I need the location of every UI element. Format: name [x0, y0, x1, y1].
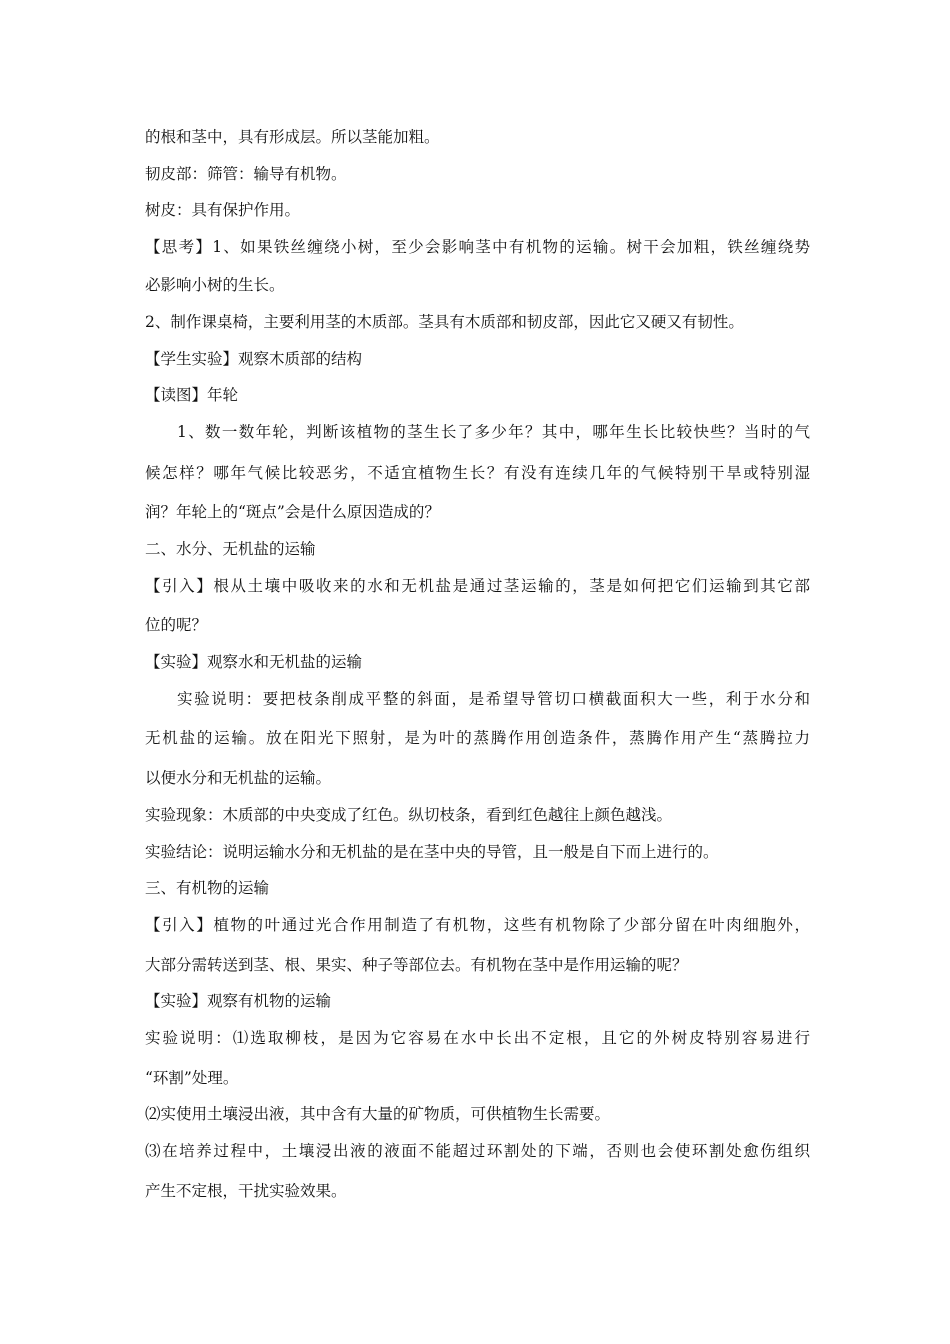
section-heading: 二、水分、无机盐的运输 [145, 540, 316, 558]
text-line: 实验结论：说明运输水分和无机盐的是在茎中央的导管，且一般是自下而上进行的。 [145, 843, 719, 861]
text-line: 候怎样？哪年气候比较恶劣，不适宜植物生长？有没有连续几年的气候特别干旱或特别湿 [145, 464, 810, 482]
text-line: 大部分需转送到茎、根、果实、种子等部位去。有机物在茎中是作用运输的呢？ [145, 956, 688, 974]
text-line: 必影响小树的生长。 [145, 276, 285, 294]
text-line: 韧皮部：筛管：输导有机物。 [145, 165, 347, 183]
text-line: 位的呢？ [145, 616, 208, 634]
text-line: 【引入】植物的叶通过光合作用制造了有机物，这些有机物除了少部分留在叶肉细胞外， [145, 916, 810, 934]
text-line: 的根和茎中，具有形成层。所以茎能加粗。 [145, 128, 440, 146]
section-heading: 【学生实验】观察木质部的结构 [145, 350, 363, 368]
text-line: 树皮：具有保护作用。 [145, 201, 301, 219]
section-heading: 【实验】观察有机物的运输 [145, 992, 332, 1010]
text-line: 1、数一数年轮，判断该植物的茎生长了多少年？其中，哪年生长比较快些？当时的气 [177, 423, 810, 441]
text-line: ⑶在培养过程中，土壤浸出液的液面不能超过环割处的下端，否则也会使环割处愈伤组织 [145, 1142, 810, 1160]
text-line: 实验现象：木质部的中央变成了红色。纵切枝条，看到红色越往上颜色越浅。 [145, 806, 673, 824]
section-heading: 【实验】观察水和无机盐的运输 [145, 653, 363, 671]
text-line: 【思考】1、如果铁丝缠绕小树，至少会影响茎中有机物的运输。树干会加粗，铁丝缠绕势 [145, 238, 810, 256]
text-line: 以便水分和无机盐的运输。 [145, 769, 332, 787]
section-heading: 三、有机物的运输 [145, 879, 270, 897]
text-line: ⑵实使用土壤浸出液，其中含有大量的矿物质，可供植物生长需要。 [145, 1105, 611, 1123]
text-line: 无机盐的运输。放在阳光下照射，是为叶的蒸腾作用创造条件，蒸腾作用产生“蒸腾拉力 [145, 729, 810, 747]
text-line: 实验说明：要把枝条削成平整的斜面，是希望导管切口横截面积大一些，利于水分和 [177, 690, 810, 708]
text-line: 润？年轮上的“斑点”会是什么原因造成的？ [145, 503, 440, 521]
section-heading: 【读图】年轮 [145, 386, 239, 404]
text-line: 实验说明：⑴选取柳枝，是因为它容易在水中长出不定根，且它的外树皮特别容易进行 [145, 1029, 810, 1047]
text-line: 【引入】根从土壤中吸收来的水和无机盐是通过茎运输的，茎是如何把它们运输到其它部 [145, 577, 810, 595]
text-line: 2、制作课桌椅，主要利用茎的木质部。茎具有木质部和韧皮部，因此它又硬又有韧性。 [145, 313, 744, 331]
text-line: 产生不定根，干扰实验效果。 [145, 1182, 347, 1200]
text-line: “环割”处理。 [145, 1069, 239, 1087]
